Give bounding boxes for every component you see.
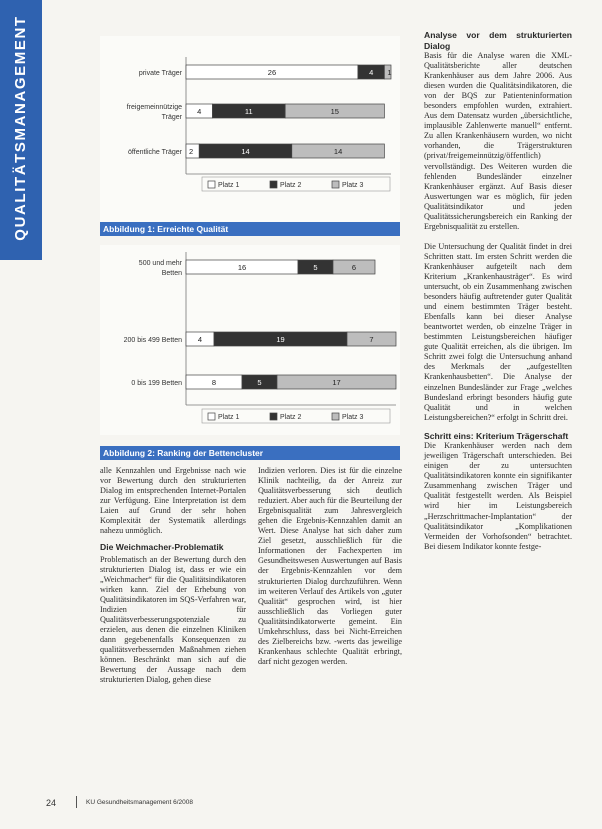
data-label: 11 (244, 107, 253, 116)
column-1 (100, 466, 246, 685)
category-label: 200 bis 499 Betten (123, 337, 182, 344)
legend-swatch (208, 413, 215, 420)
figure-2-chart (100, 245, 400, 435)
figure-1-svg (100, 36, 400, 222)
column-2-paragraph-1: Indizien verloren. Dies ist für die einzelne Klinik nachteilig, da der Anreiz zur Qualitätsverbesserung sich deutlich reduziert. Aber auch für die Beurteilung der Ergebnisqualität zum Jahresvergleich gehen die Ergebnis-Kennzahlen damit an Wert. Diese Analyse hat sich daher zum Ziel gesetzt, ausschließlich für die Informationen der Fachexperten im Gesundheitswesen Auswertungen auf Basis der Ergebnis-Kennzahlen vor dem strukturierten Dialog durchzuführen. Wenn im weiteren Verlauf des Artikels von „guter Qualität“ gesprochen wird, ist hier ausschließlich das Vorliegen guter Qualitätsindikatorwerte gemeint. Ein Umkehrschluss, dass bei Nicht-Erreichen des Zielbereichs bzw. -werts das jeweilige Krankenhaus schlechte Qualität erbringt, darf nicht gezogen werden. (258, 466, 402, 666)
data-label: 7 (369, 335, 374, 344)
data-label: 14 (333, 147, 343, 156)
section-heading-analyse: Analyse vor dem strukturierten Dialog (424, 30, 572, 51)
data-label: 6 (351, 263, 357, 272)
category-label: öffentliche Träger (128, 149, 182, 156)
page-number: 24 (46, 798, 57, 808)
figure-2-svg (100, 245, 400, 435)
legend-label: Platz 1 (218, 414, 240, 421)
column-1-paragraph-2: Problematisch an der Bewertung durch den strukturierten Dialog ist, dass er wie ein „Weichmacher“ für die Qualitätsindikatoren wirken kann. Ziel der Erhebung von Qualitätsindikatoren im SQS-Verfahren war, Indizien für Qualitätsverbesserungspotenziale zu erzielen, aus denen die einzelnen Kliniken dann gegebenenfalls Konsequenzen zu qualitätsverbessernden Maßnahmen ziehen können. Beschränkt man sich auf die Bewertung der Aussage nach dem strukturierten Dialog, gehen diese (100, 554, 246, 685)
column-2 (258, 466, 402, 667)
legend-swatch (270, 181, 277, 188)
figure-1-caption: Abbildung 1: Erreichte Qualität (100, 222, 400, 236)
legend-swatch (270, 413, 277, 420)
section-heading-weichmacher: Die Weichmacher-Problematik (100, 542, 224, 553)
section-label: QUALITÄTSMANAGEMENT (12, 15, 29, 241)
data-label: 14 (241, 147, 250, 156)
data-label: 4 (369, 68, 374, 77)
data-label: 15 (330, 107, 339, 116)
journal-name: KU Gesundheitsmanagement 6/2008 (86, 799, 193, 806)
category-label: 0 bis 199 Betten (131, 380, 182, 387)
figure-1-chart (100, 36, 400, 222)
legend-label: Platz 2 (280, 182, 302, 189)
footer-separator (76, 796, 77, 808)
data-label: 5 (313, 263, 318, 272)
category-label: Betten (161, 270, 182, 277)
category-label: Träger (161, 114, 182, 121)
column-1-paragraph-1: alle Kennzahlen und Ergebnisse nach wie vor Bewertung durch den strukturierten Dialog im entsprechenden Internet-Portalen zur Verfügung. Eine Interpretation ist dem Laien auf Grund der sehr hohen Komplexität der Systematik allerdings nahezu unmöglich. (100, 466, 246, 536)
column-3-paragraph-3: Die Krankenhäuser werden nach dem jeweiligen Trägerschaft unterschieden. Bei einigen der zu untersuchten Qualitätsindikatoren konnte ein signifikanter Zusammenhang zwischen Träger und Qualität festgestellt werden. Als Beispiel wird hier im Leistungsbereich „Herzschrittmacher-Implantation“ der Qualitätsindikator „Komplikationen Vermeiden der Vorhofsonden“ betrachtet. Bei diesem Indikator konnte festge- (424, 441, 572, 551)
figure-2-caption: Abbildung 2: Ranking der Bettencluster (100, 446, 400, 460)
data-label: 19 (276, 335, 285, 344)
data-label: 4 (197, 107, 202, 116)
legend-label: Platz 3 (342, 414, 364, 421)
data-label: 26 (267, 68, 277, 77)
data-label: 16 (237, 263, 247, 272)
data-label: 1 (387, 68, 392, 77)
data-label: 5 (257, 378, 262, 387)
legend-swatch (332, 413, 339, 420)
legend-label: Platz 3 (342, 182, 364, 189)
category-label: freigemeinnützige (126, 104, 182, 111)
data-label: 4 (197, 335, 203, 344)
legend-swatch (332, 181, 339, 188)
data-label: 8 (211, 378, 217, 387)
column-3-paragraph-2: Die Untersuchung der Qualität findet in drei Schritten statt. Im ersten Schritt werden die Krankenhäuser aufgeteilt nach dem Kriterium „Krankenhausträger“. Es wird untersucht, ob ein Zusammenhang zwischen besonders häufig auftretender guter Qualität und einem bestimmten Träger besteht. Ebenfalls kann bei dieser Analyse beantwortet werden, ob einzelne Träger in bestimmten Leistungsbereichen häufiger gute Qualität erreichen, als die übrigen. Im Schritt zwei folgt die Untersuchung anhand des Merkmals der „aufgestellten Krankenhausbetten“. Die Analyse der einzelnen Bundesländer zur Frage „welches Bundesland erbringt besonders häufig gute Qualität und in welchen Leistungsbereichen?“ erfolgt in Schritt drei. (424, 241, 572, 422)
column-3 (424, 30, 572, 552)
legend-label: Platz 1 (218, 182, 240, 189)
data-label: 17 (332, 378, 341, 387)
data-label: 2 (189, 147, 194, 156)
section-heading-schritt-eins: Schritt eins: Kriterium Trägerschaft (424, 430, 569, 441)
legend-swatch (208, 181, 215, 188)
column-3-paragraph-1: Basis für die Analyse waren die XML-Qualitätsberichte aller deutschen Krankenhäuser aus dem Jahre 2006. Aus diesen wurden die Qualitätsindikatoren, die von der BQS zur Patienteninformation besonders empfohlen wurden, extrahiert. Aus dem Datensatz wurden „übersichtliche, implausible Zahlenwerte manuell“ entfernt. Zu allen Krankenhäusern wurden, wo nicht vorhanden, die Trägerstrukturen (privat/freigemeinnützig/öffentlich) vervollständigt. Des Weiteren wurden die fehlenden Bundesländer einzelner Krankenhäuser ergänzt. Auf Basis dieser Auswertungen war es möglich, für jeden Qualitätsindikator und jeden Qualitätssicherungsbereich ein Ranking der Ergebnisqualität zu erstellen. (424, 51, 572, 231)
category-label: private Träger (138, 70, 182, 77)
legend-label: Platz 2 (280, 414, 302, 421)
category-label: 500 und mehr (138, 260, 182, 267)
